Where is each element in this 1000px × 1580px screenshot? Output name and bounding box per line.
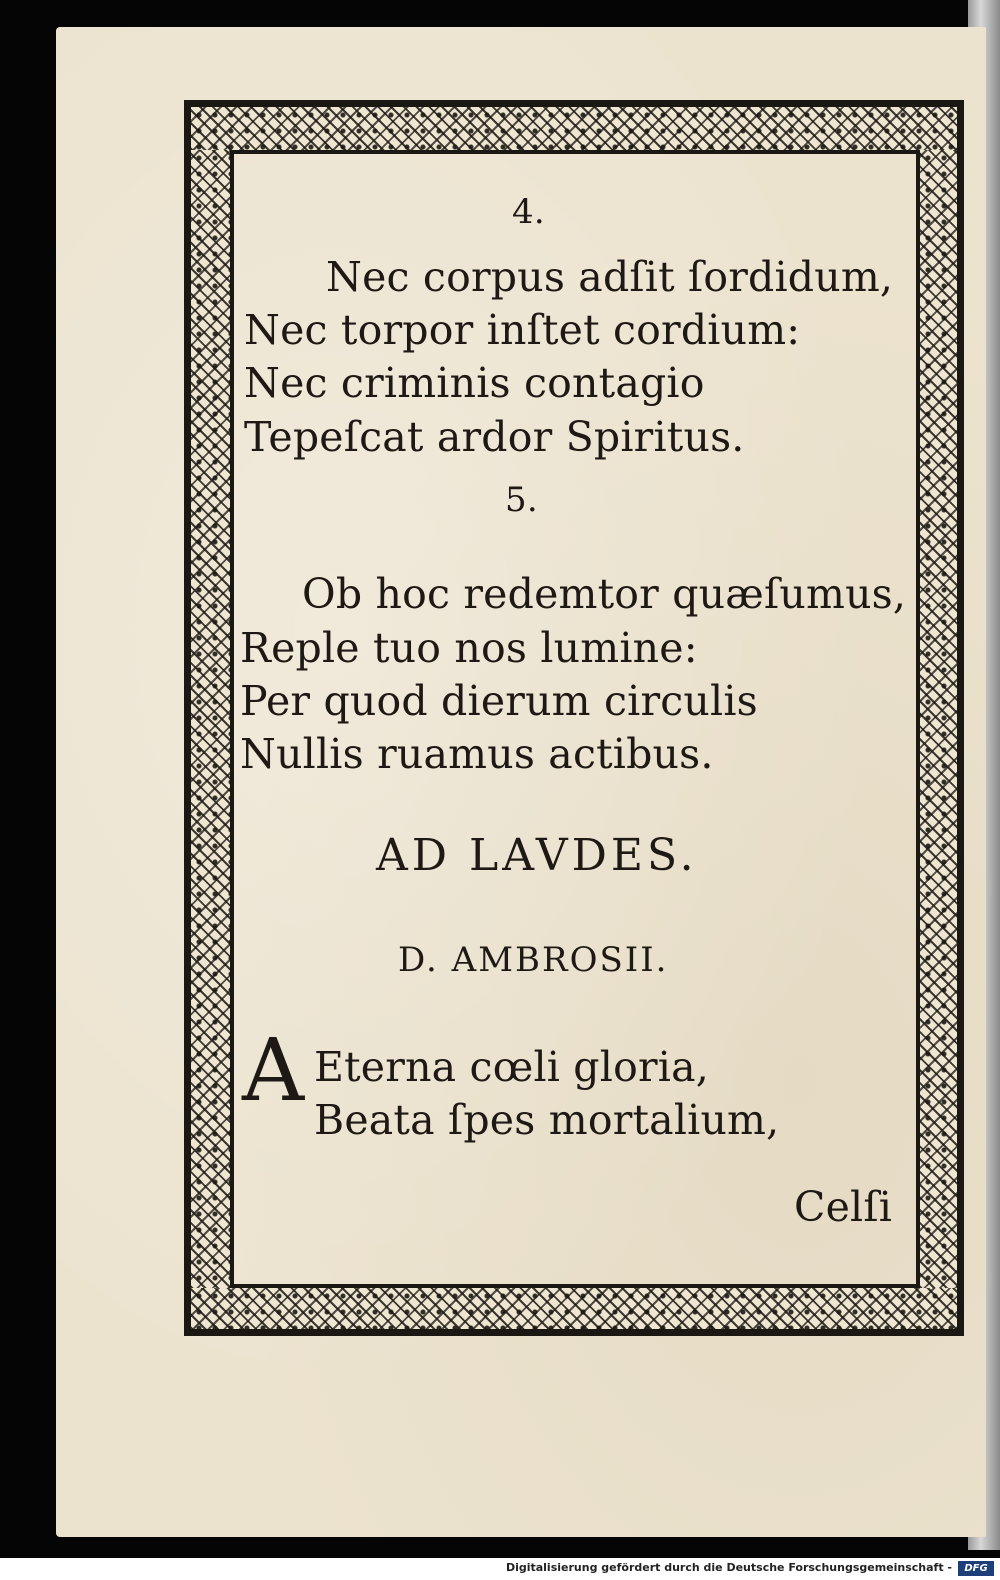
dfg-logo: DFG	[958, 1561, 994, 1576]
verse-line: Nec torpor inſtet cordium:	[244, 306, 801, 354]
section-subheading: D. AMBROSII.	[398, 940, 669, 980]
drop-initial: A	[242, 1021, 305, 1121]
section-heading: AD LAVDES.	[376, 830, 698, 881]
digitization-footer	[0, 1558, 1000, 1580]
verse-line: Nec criminis contagio	[244, 359, 705, 407]
stanza-number: 4.	[512, 192, 545, 232]
stanza-number: 5.	[505, 480, 538, 520]
catchword: Celſi	[794, 1183, 893, 1231]
verse-line: Per quod dierum circulis	[240, 677, 758, 725]
verse-line: Tepeſcat ardor Spiritus.	[244, 413, 745, 461]
footer-credit: Digitalisierung gefördert durch die Deutsche Forschungsgemeinschaft -	[505, 1561, 952, 1574]
verse-line: Nullis ruamus actibus.	[240, 730, 714, 778]
verse-line: Nec corpus adſit ſordidum,	[326, 253, 894, 301]
verse-line: Beata ſpes mortalium,	[314, 1096, 780, 1144]
verse-line: Eterna cœli gloria,	[314, 1043, 709, 1091]
verse-line: Ob hoc redemtor quæſumus,	[302, 570, 907, 618]
verse-line: Reple tuo nos lumine:	[240, 624, 698, 672]
